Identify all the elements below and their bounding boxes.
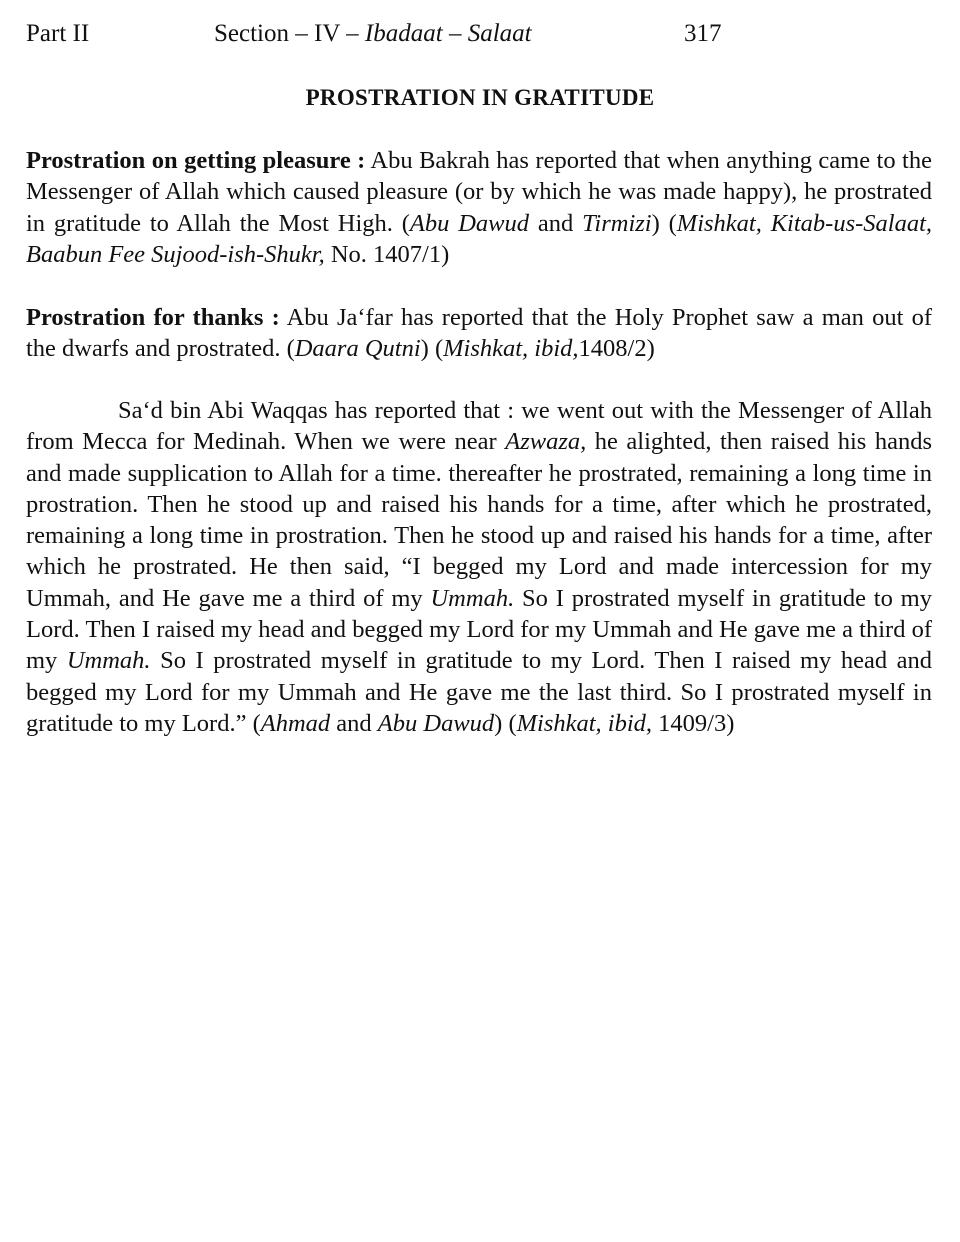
paragraph-heading: Prostration on getting pleasure : [26, 147, 366, 174]
paragraph-prostration-thanks [26, 302, 932, 365]
reference: Abu Dawud [409, 209, 530, 237]
connector: and [330, 709, 378, 737]
paragraph-text: Abu Bakrah has reported that when anything came to the Messenger of Allah which caused pleasure (or by which he was made happy), he prostrated in gratitude to Allah the Most High. ( [26, 147, 932, 237]
place-name: Azwaza, [505, 428, 587, 456]
paragraph-prostration-pleasure [26, 145, 932, 270]
paragraph-sad-narration [26, 395, 932, 739]
paragraph-text: he alighted, then raised his hands and made supplication to Allah for a time. thereafter he prostrated, remaining a long time in prostration. Then he stood up and raised his hands for a time, after which he prostrated, remaining a long time in prostration. Then he stood up and raised his hands for a time, after which he prostrated. He then said, “I begged my Lord and made intercession for my Ummah, and He gave me a third of my [26, 428, 932, 612]
paragraph-text: So I prostrated myself in gratitude to my Lord. Then I raised my head and begged my Lord for my Ummah and He gave me the last third. So I prostrated myself in gratitude to my Lord.” ( [26, 647, 932, 737]
connector: ) ( [494, 709, 517, 737]
reference: Mishkat, ibid, [516, 709, 653, 737]
paragraph-text: Sa‘d bin Abi Waqqas has reported that : we went out with the Messenger of Allah from Mecca for Medinah. When we were near [26, 397, 932, 456]
italic-term: Ummah. [430, 584, 515, 612]
italic-term: Ummah. [66, 647, 151, 675]
reference: Mishkat, Kitab-us-Salaat, Baabun Fee Sujood-ish-Shukr, [26, 209, 933, 268]
page-title: PROSTRATION IN GRATITUDE [305, 85, 655, 110]
reference-number: No. 1407/1) [324, 240, 450, 268]
paragraph-text: So I prostrated myself in gratitude to my Lord. Then I raised my head and begged my Lord for my Ummah and He gave me a third of my [26, 584, 932, 675]
running-header [26, 18, 746, 50]
section-label [214, 18, 532, 50]
part-label: Part II [26, 20, 90, 47]
reference: Daara Qutni [294, 335, 421, 363]
section-italic: Ibadaat – Salaat [364, 20, 532, 47]
reference: Abu Dawud [377, 709, 495, 737]
paragraph-heading: Prostration for thanks : [26, 304, 280, 331]
connector: ) ( [651, 209, 677, 237]
page-number: 317 [684, 20, 722, 47]
reference: Mishkat, ibid, [443, 335, 579, 363]
reference-number: 1409/3) [652, 709, 735, 737]
paragraph-text: Abu Ja‘far has reported that the Holy Prophet saw a man out of the dwarfs and prostrated. ( [26, 304, 932, 363]
reference: Ahmad [260, 709, 331, 737]
connector: ) ( [420, 335, 444, 363]
reference-number: 1408/2) [578, 335, 655, 363]
reference: Tirmizi [582, 209, 652, 237]
section-prefix: Section – IV – [214, 20, 365, 47]
connector: and [529, 209, 583, 237]
